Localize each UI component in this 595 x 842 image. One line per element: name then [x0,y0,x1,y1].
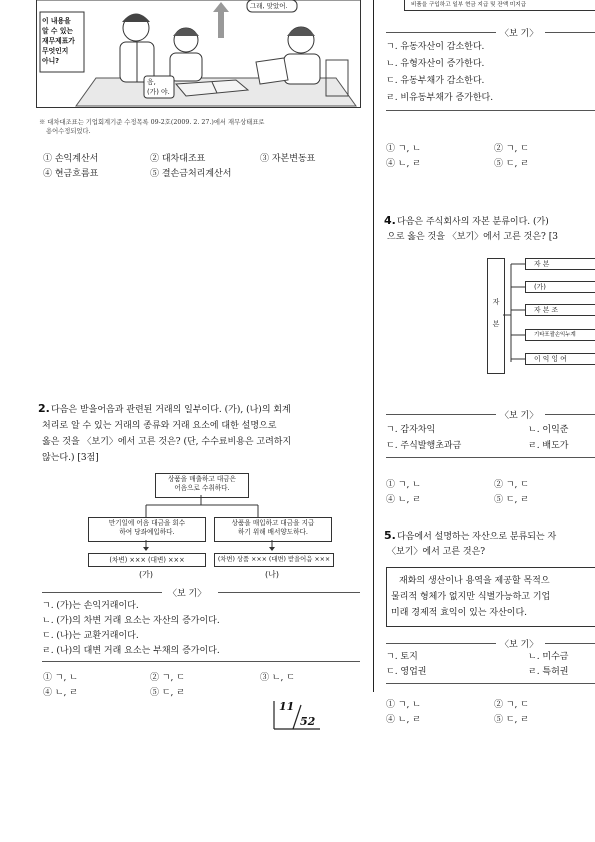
q2-bogi-rule-right [218,592,360,593]
q5-stem-line1: 다음에서 설명하는 자산으로 분류되는 자 [397,532,557,542]
classroom-illustration [36,0,361,108]
speech-left-line: 재무제표가 [42,37,75,45]
q3-bogi-rule [545,32,595,33]
q3-banner-text: 비품을 구입하고 일부 현금 지급 및 잔액 미지급 [411,2,527,8]
q4-choice-1[interactable]: ① ㄱ, ㄴ [386,480,421,490]
q3-bogi-item: ㄷ. 유동부채가 감소한다. [386,76,485,86]
q5-stem-line2: 〈보기〉에서 고른 것은? [387,547,486,557]
q4-stem-line2: 으로 옳은 것을 〈보기〉에서 고른 것은? [3 [387,232,558,242]
flow-left-box [88,517,206,542]
q2-choice-5[interactable]: ⑤ ㄷ, ㄹ [150,688,185,698]
q5-box-line: 미래 경제적 효익이 있는 자산이다. [391,608,528,618]
q1-choice-2[interactable]: ② 대차대조표 [150,154,206,164]
speech-answer-line: 음, [147,78,156,86]
column-divider [373,0,374,692]
q2-choice-3[interactable]: ③ ㄴ, ㄷ [260,673,295,683]
q2-bogi-item: ㄷ. (나)는 교환거래이다. [42,631,139,641]
q5-bogi-title: 〈보 기〉 [498,637,540,650]
flow-left-line: 만기일에 어음 대금을 회수 [108,519,186,527]
q2-choice-4[interactable]: ④ ㄴ, ㄹ [43,688,78,698]
q4-tree-item: 기타포괄손익누계 [525,329,595,341]
q4-bogi-item: ㄹ. 배도가 [528,441,569,451]
q1-illustration [36,0,361,108]
q2-bogi-rule-bottom [42,661,360,662]
q4-bogi-item: ㄷ. 주식발행초과금 [386,441,462,451]
q1-choice-1[interactable]: ① 손익계산서 [43,154,99,164]
q4-tree-item: 자 본 조 [525,304,595,316]
q2-choice-1[interactable]: ① ㄱ, ㄴ [43,673,78,683]
q4-choice-5[interactable]: ⑤ ㄷ, ㄹ [494,495,529,505]
q2-number: 2. [38,402,50,415]
q1-footnote-line1: ※ 대차대조표는 기업회계기준 수정목록 09-2호(2009. 2. 27.)에서 재무상태표로 [39,119,265,126]
flow-top-line: 어음으로 수취하다. [174,484,230,492]
q5-choice-1[interactable]: ① ㄱ, ㄴ [386,700,421,710]
q2-choice-2[interactable]: ② ㄱ, ㄷ [150,673,185,683]
q3-choice-4[interactable]: ④ ㄴ, ㄹ [386,159,421,169]
page-total: 52 [300,715,316,728]
q2-bogi-rule-left [42,592,162,593]
speech-left-line: 아니? [42,57,60,65]
q4-choice-2[interactable]: ② ㄱ, ㄷ [494,480,529,490]
q4-stem-line1: 다음은 주식회사의 자본 분류이다. (가) [397,217,549,227]
flow-right-box [214,517,332,542]
q4-bogi-rule-bottom [386,457,595,458]
q1-choice-4[interactable]: ④ 현금흐름표 [43,169,99,179]
q5-bogi-rule-bottom [386,683,595,684]
q5-choice-5[interactable]: ⑤ ㄷ, ㄹ [494,715,529,725]
q5-description-box [386,567,595,627]
flow-right-entry: (차변) 상품 ××× (대변) 받을어음 ××× [214,553,334,567]
flow-right-line: 상품을 매입하고 대금을 지급 [231,519,315,527]
q5-bogi-rule-right [545,643,595,644]
q4-tree-root-char: 본 [492,320,500,328]
q3-bogi-item: ㄴ. 유형자산이 증가한다. [386,59,485,69]
q5-number: 5. [384,529,396,542]
q3-choice-2[interactable]: ② ㄱ, ㄷ [494,144,529,154]
flow-left-line: 하여 당좌예입하다. [119,528,175,536]
page-number [272,699,322,733]
q4-bogi-title: 〈보 기〉 [498,408,540,421]
q2-bogi-item: ㄹ. (나)의 대변 거래 요소는 부채의 증가이다. [42,646,220,656]
q5-choice-2[interactable]: ② ㄱ, ㄷ [494,700,529,710]
label-ga: (가) [139,570,153,579]
q4-number: 4. [384,214,396,227]
q4-tree-item: 자 본 [525,258,595,270]
q4-tree-bracket [503,258,525,372]
speech-left-line: 이 내용을 [42,17,71,25]
speech-answer [147,77,170,97]
q2-stem-line4: 않는다.) [3점] [42,453,99,463]
q5-box-line: 재화의 생산이나 용역을 제공할 목적으 [399,576,550,586]
q4-bogi-rule-right [545,414,595,415]
q4-tree-item: (가) [525,281,595,293]
q2-bogi-item: ㄴ. (가)의 차변 거래 요소는 자산의 증가이다. [42,616,220,626]
speech-left-line: 알 수 있는 [42,27,73,35]
q4-bogi-item: ㄴ. 이익준 [528,425,569,435]
q4-tree-item: 이 익 잉 여 [525,353,595,365]
q2-stem-line2: 처리로 알 수 있는 거래의 종류와 거래 요소에 대한 설명으로 [42,421,277,431]
q5-bogi-item: ㄷ. 영업권 [386,667,427,677]
q4-bogi-item: ㄱ. 감자차익 [386,425,436,435]
q5-box-line: 물리적 형체가 없지만 식별가능하고 기업 [391,592,551,602]
q2-stem-line3: 옳은 것을 〈보기〉에서 고른 것은? (단, 수수료비용은 고려하지 [42,437,292,447]
q1-footnote-line2: 용어수정되었다. [46,128,91,135]
speech-right: 그래, 맞았어. [250,2,288,10]
q5-bogi-item: ㄹ. 특허권 [528,667,569,677]
q5-bogi-item: ㄴ. 미수금 [528,652,569,662]
q4-tree-root-char: 자 [492,298,500,306]
q1-choice-3[interactable]: ③ 자본변동표 [260,154,316,164]
speech-left [42,16,75,66]
q5-choice-4[interactable]: ④ ㄴ, ㄹ [386,715,421,725]
q3-choice-5[interactable]: ⑤ ㄷ, ㄹ [494,159,529,169]
q3-bogi-title: 〈보 기〉 [498,26,540,39]
flow-connector [110,495,310,517]
q3-bogi-item: ㄱ. 유동자산이 감소한다. [386,42,485,52]
q5-bogi-rule-left [386,643,496,644]
flow-left-entry: (차변) ××× (대변) ××× [88,553,206,567]
q2-stem-line1: 다음은 받을어음과 관련된 거래의 일부이다. (가), (나)의 회계 [51,405,291,415]
speech-answer-line: (가) 야. [147,88,170,96]
q4-choice-4[interactable]: ④ ㄴ, ㄹ [386,495,421,505]
q3-bogi-item: ㄹ. 비유동부채가 증가한다. [386,93,494,103]
flow-top-line: 상품을 매출하고 대금은 [168,475,236,483]
q1-choice-5[interactable]: ⑤ 결손금처리계산서 [150,169,232,179]
q3-bogi-rule-bottom [386,110,595,111]
q3-banner [404,0,595,11]
page-current: 11 [279,700,295,713]
q4-bogi-rule-left [386,414,496,415]
q2-bogi-item: ㄱ. (가)는 손익거래이다. [42,601,139,611]
q3-bogi-rule-left [386,32,496,33]
q3-choice-1[interactable]: ① ㄱ, ㄴ [386,144,421,154]
q2-bogi-title: 〈보 기〉 [166,586,208,599]
label-na: (나) [265,570,279,579]
flow-right-line: 하기 위해 배서양도하다. [238,528,308,536]
speech-left-line: 무엇인지 [42,47,69,55]
q5-bogi-item: ㄱ. 토지 [386,652,418,662]
